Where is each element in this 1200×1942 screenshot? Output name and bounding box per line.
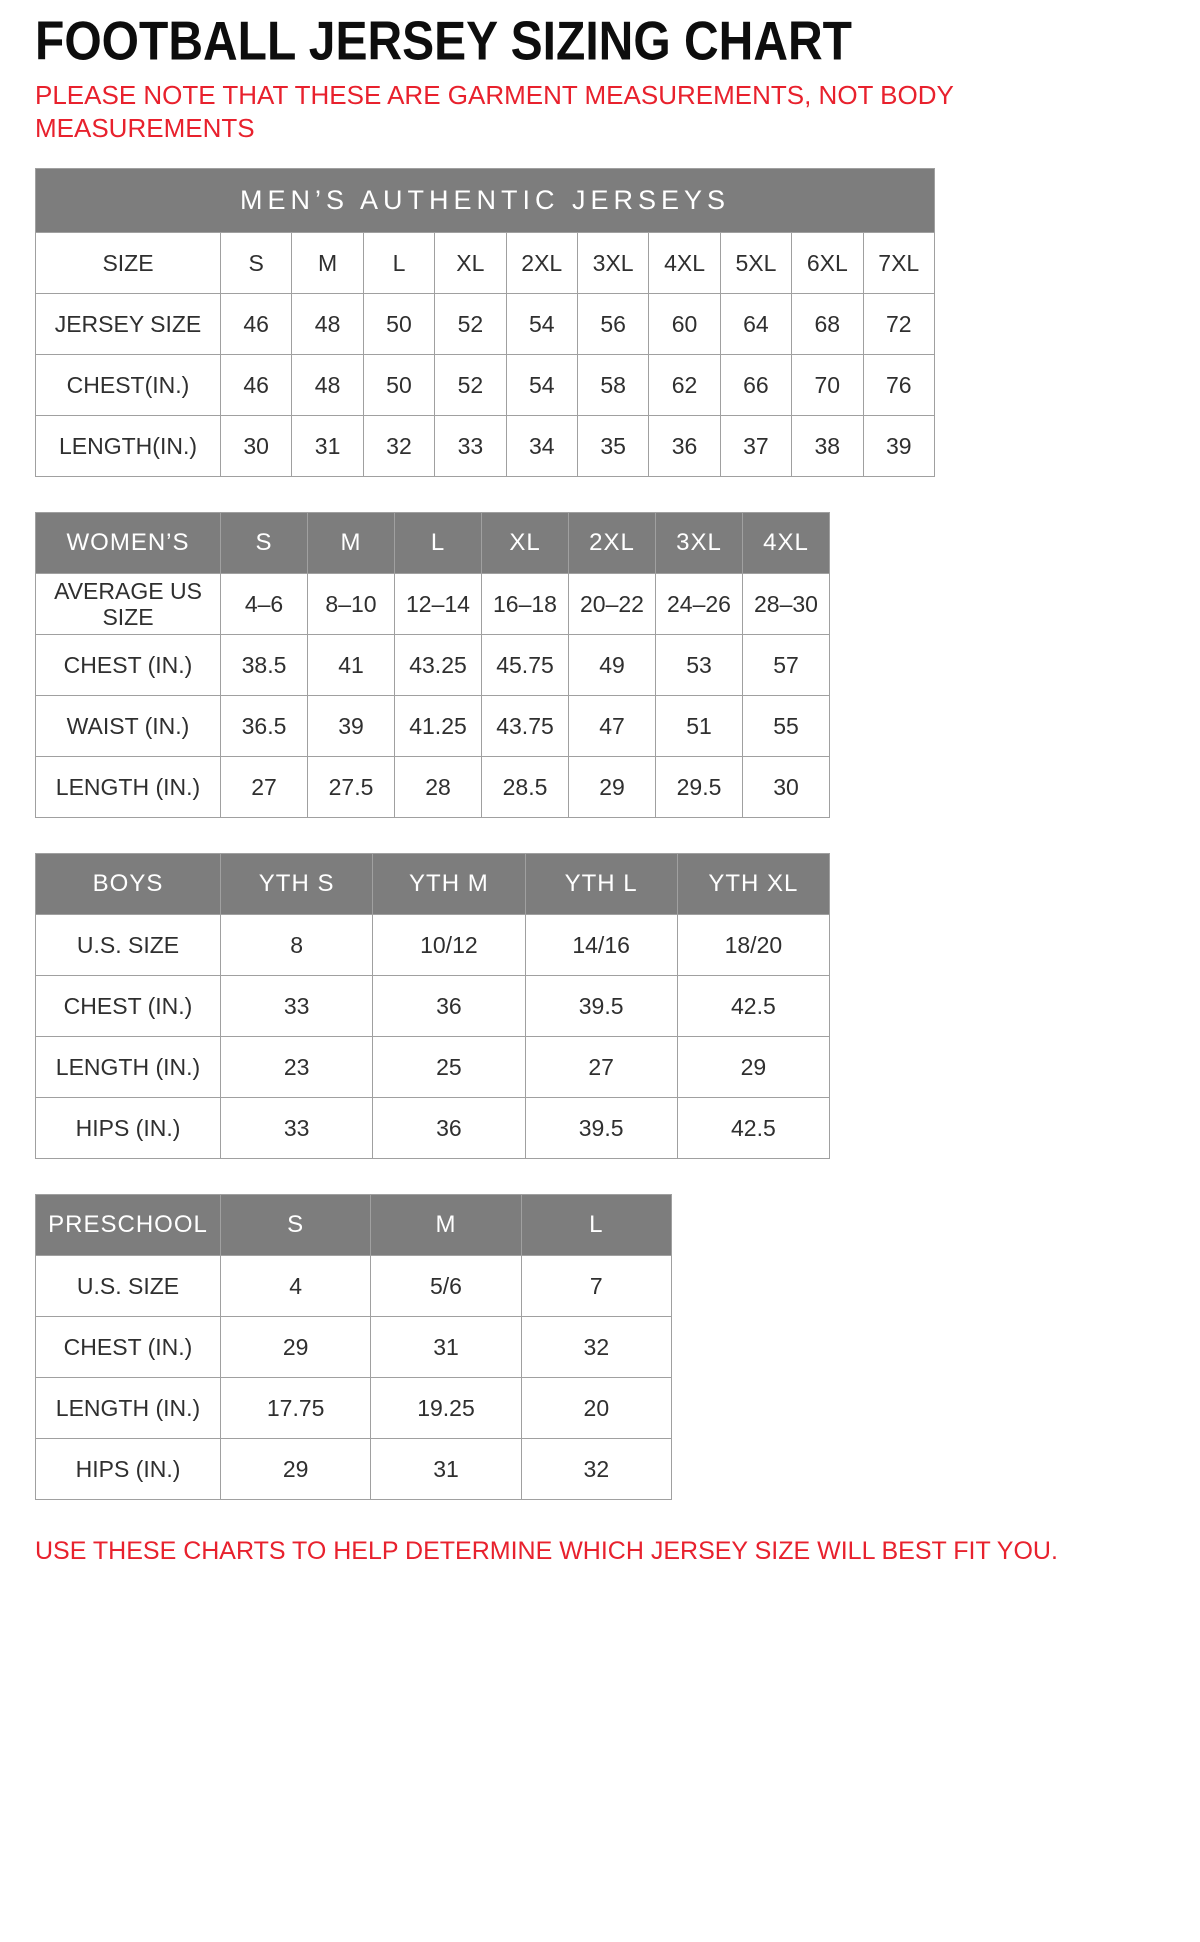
table-cell: 4 [221,1256,371,1317]
table-header-label: BOYS [36,854,221,915]
table-cell: 43.25 [395,635,482,696]
row-label: AVERAGE US SIZE [36,574,221,635]
column-header: YTH M [373,854,525,915]
table-row [36,574,830,635]
table-cell: 12–14 [395,574,482,635]
table-row [36,1037,830,1098]
table-cell: 7XL [863,233,934,294]
row-label: U.S. SIZE [36,1256,221,1317]
table-header-label: WOMEN’S [36,513,221,574]
table-cell: 8–10 [308,574,395,635]
table-header-row [36,513,830,574]
table-cell: 54 [506,294,577,355]
table-cell: 41 [308,635,395,696]
table-row [36,233,935,294]
table-cell: 46 [221,294,292,355]
table-cell: 28 [395,757,482,818]
column-header: L [521,1195,671,1256]
table-cell: 29 [569,757,656,818]
table-cell: 72 [863,294,934,355]
table-cell: 50 [363,355,434,416]
table-cell: 29 [677,1037,829,1098]
table-cell: 76 [863,355,934,416]
table-cell: M [292,233,363,294]
table-cell: 7 [521,1256,671,1317]
table-cell: 28–30 [743,574,830,635]
column-header: M [371,1195,521,1256]
table-title: MEN’S AUTHENTIC JERSEYS [36,169,935,233]
table-cell: 31 [371,1317,521,1378]
table-cell: 31 [371,1439,521,1500]
table-cell: 52 [435,294,506,355]
row-label: CHEST(IN.) [36,355,221,416]
table-cell: 5/6 [371,1256,521,1317]
row-label: JERSEY SIZE [36,294,221,355]
table-cell: 25 [373,1037,525,1098]
table-cell: 4XL [649,233,720,294]
table-cell: 28.5 [482,757,569,818]
table-cell: 33 [221,1098,373,1159]
table-cell: 29 [221,1439,371,1500]
row-label: CHEST (IN.) [36,1317,221,1378]
table-cell: 37 [720,416,791,477]
table-cell: 49 [569,635,656,696]
table-cell: 27.5 [308,757,395,818]
table-cell: 32 [363,416,434,477]
footer-note: USE THESE CHARTS TO HELP DETERMINE WHICH JERSEY SIZE WILL BEST FIT YOU. [35,1537,1058,1565]
table-cell: 2XL [506,233,577,294]
row-label: CHEST (IN.) [36,976,221,1037]
table-cell: 36 [373,1098,525,1159]
table-cell: 48 [292,355,363,416]
table-cell: 6XL [792,233,863,294]
table-cell: 10/12 [373,915,525,976]
womens-sizing-table [35,512,830,818]
table-cell: 32 [521,1439,671,1500]
table-cell: 20–22 [569,574,656,635]
table-cell: 16–18 [482,574,569,635]
table-cell: 68 [792,294,863,355]
table-title-row [36,169,935,233]
table-row [36,1439,672,1500]
table-cell: 52 [435,355,506,416]
row-label: LENGTH (IN.) [36,1037,221,1098]
table-cell: 3XL [577,233,648,294]
table-cell: 14/16 [525,915,677,976]
table-cell: 48 [292,294,363,355]
table-cell: 30 [221,416,292,477]
table-row [36,416,935,477]
table-row [36,696,830,757]
row-label: LENGTH (IN.) [36,1378,221,1439]
table-cell: 5XL [720,233,791,294]
page-title: FOOTBALL JERSEY SIZING CHART [35,10,852,72]
column-header: YTH XL [677,854,829,915]
table-cell: 36 [373,976,525,1037]
table-cell: 66 [720,355,791,416]
table-cell: 51 [656,696,743,757]
table-cell: 62 [649,355,720,416]
table-cell: 70 [792,355,863,416]
table-cell: 23 [221,1037,373,1098]
table-cell: 34 [506,416,577,477]
table-cell: 29 [221,1317,371,1378]
table-cell: 32 [521,1317,671,1378]
table-cell: 29.5 [656,757,743,818]
table-cell: 33 [221,976,373,1037]
row-label: HIPS (IN.) [36,1439,221,1500]
table-cell: 18/20 [677,915,829,976]
table-cell: 60 [649,294,720,355]
table-cell: 8 [221,915,373,976]
table-header-label: PRESCHOOL [36,1195,221,1256]
column-header: YTH L [525,854,677,915]
column-header: M [308,513,395,574]
column-header: YTH S [221,854,373,915]
garment-measurements-note: PLEASE NOTE THAT THESE ARE GARMENT MEASUREMENTS, NOT BODY MEASUREMENTS [35,80,954,143]
table-cell: 56 [577,294,648,355]
table-cell: 39.5 [525,1098,677,1159]
column-header: 4XL [743,513,830,574]
table-row [36,355,935,416]
table-cell: 4–6 [221,574,308,635]
table-row [36,1256,672,1317]
table-cell: 53 [656,635,743,696]
table-row [36,757,830,818]
row-label: HIPS (IN.) [36,1098,221,1159]
row-label: CHEST (IN.) [36,635,221,696]
column-header: S [221,1195,371,1256]
table-cell: 42.5 [677,976,829,1037]
table-cell: 36 [649,416,720,477]
table-cell: 38 [792,416,863,477]
row-label: LENGTH (IN.) [36,757,221,818]
table-cell: 17.75 [221,1378,371,1439]
table-header-row [36,854,830,915]
table-cell: S [221,233,292,294]
table-cell: 50 [363,294,434,355]
table-cell: 43.75 [482,696,569,757]
table-cell: L [363,233,434,294]
table-row [36,1098,830,1159]
preschool-sizing-table [35,1194,672,1500]
table-cell: 46 [221,355,292,416]
table-cell: 57 [743,635,830,696]
column-header: 2XL [569,513,656,574]
table-cell: 20 [521,1378,671,1439]
row-label: U.S. SIZE [36,915,221,976]
table-row [36,915,830,976]
table-cell: 39 [308,696,395,757]
column-header: 3XL [656,513,743,574]
row-label: LENGTH(IN.) [36,416,221,477]
column-header: L [395,513,482,574]
table-row [36,1378,672,1439]
table-cell: 19.25 [371,1378,521,1439]
table-cell: 30 [743,757,830,818]
table-cell: 24–26 [656,574,743,635]
row-label: SIZE [36,233,221,294]
table-row [36,1317,672,1378]
table-cell: 54 [506,355,577,416]
table-cell: 42.5 [677,1098,829,1159]
table-cell: 38.5 [221,635,308,696]
table-cell: 27 [525,1037,677,1098]
table-cell: 31 [292,416,363,477]
table-row [36,635,830,696]
table-cell: 39 [863,416,934,477]
table-cell: 39.5 [525,976,677,1037]
column-header: XL [482,513,569,574]
table-cell: 55 [743,696,830,757]
boys-sizing-table [35,853,830,1159]
table-cell: 36.5 [221,696,308,757]
table-row [36,294,935,355]
table-cell: 45.75 [482,635,569,696]
table-cell: 58 [577,355,648,416]
table-header-row [36,1195,672,1256]
table-cell: 35 [577,416,648,477]
row-label: WAIST (IN.) [36,696,221,757]
column-header: S [221,513,308,574]
table-cell: 64 [720,294,791,355]
table-cell: 33 [435,416,506,477]
table-cell: 27 [221,757,308,818]
table-row [36,976,830,1037]
table-cell: XL [435,233,506,294]
table-cell: 47 [569,696,656,757]
mens-authentic-jerseys-table [35,168,935,477]
table-cell: 41.25 [395,696,482,757]
